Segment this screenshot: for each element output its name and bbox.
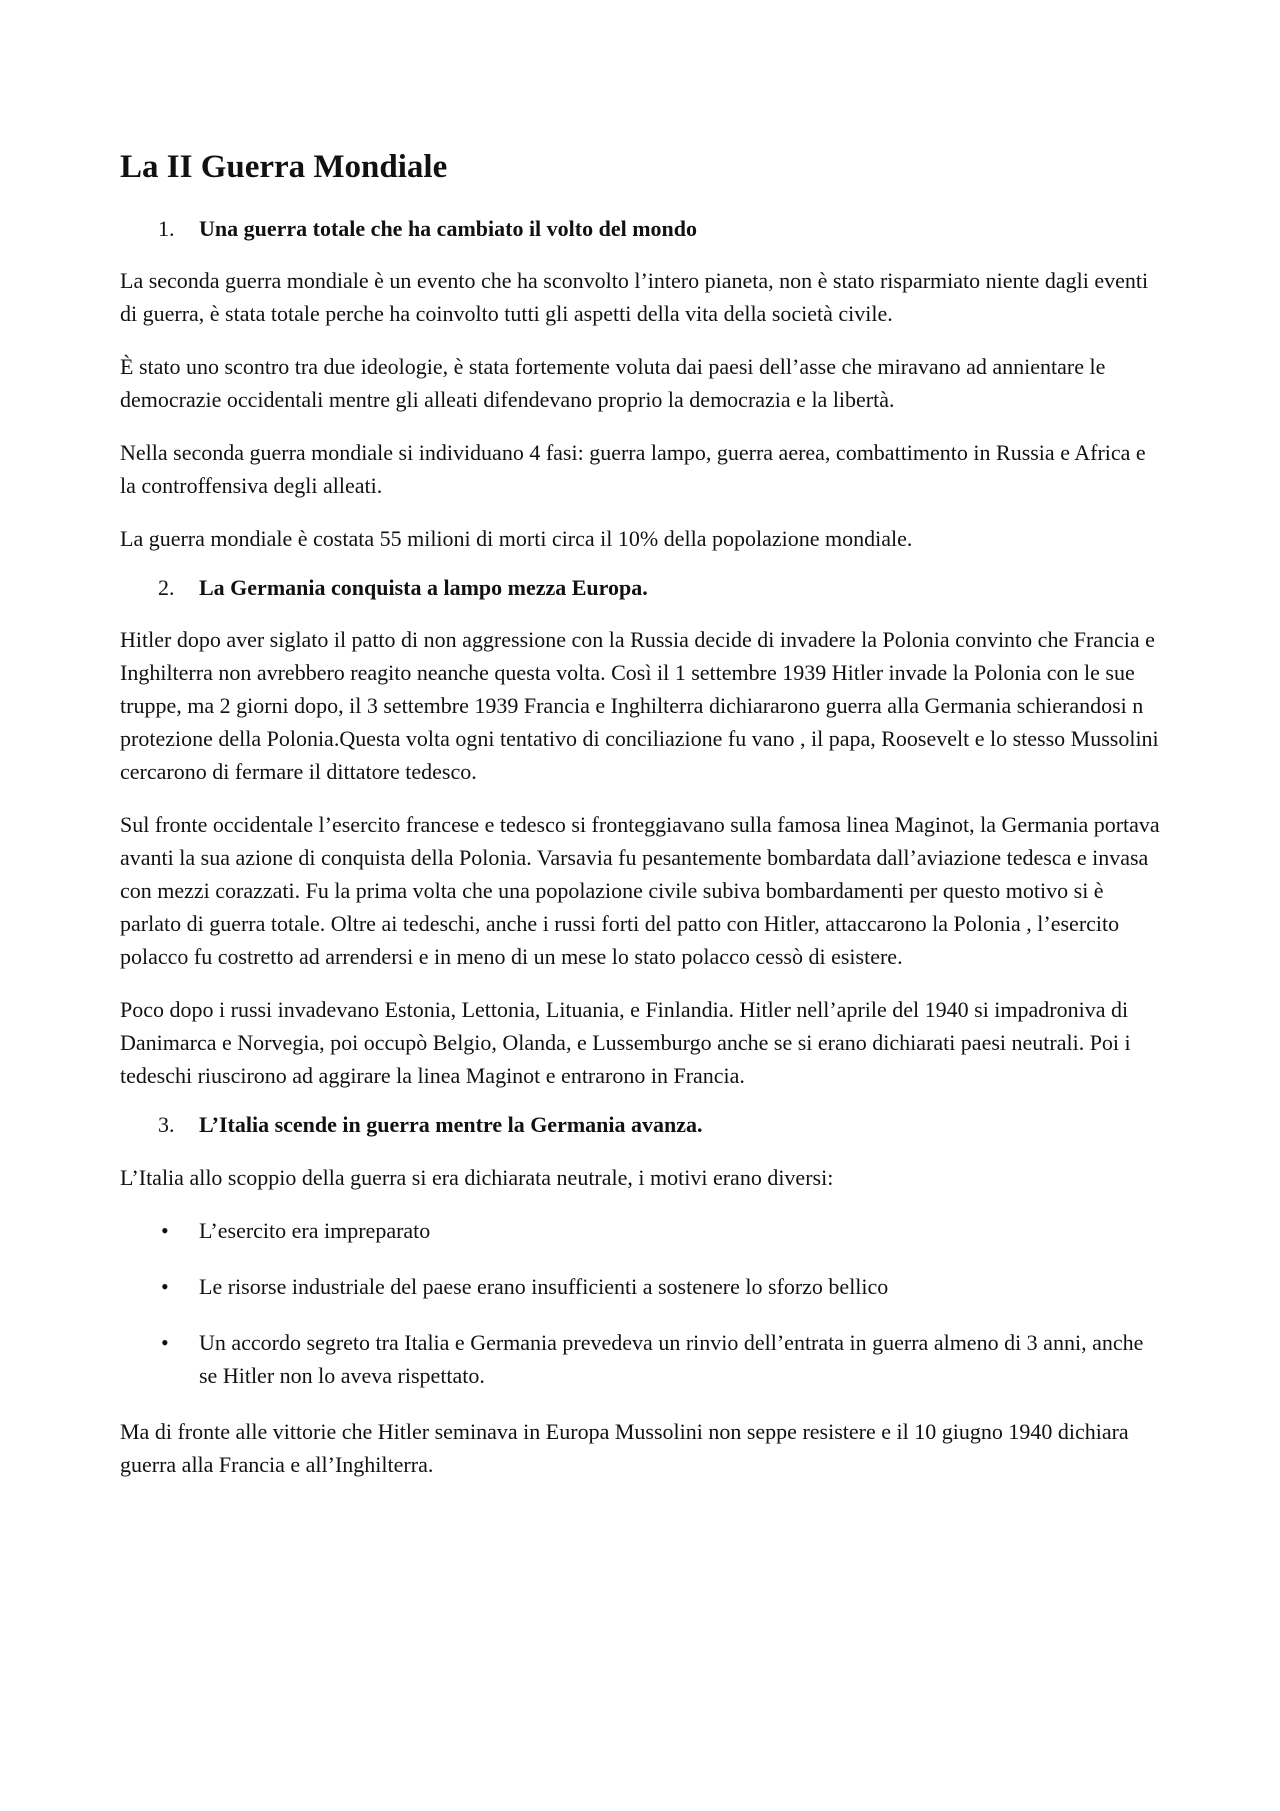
section-number: 2.: [158, 574, 175, 600]
paragraph: Sul fronte occidentale l’esercito francese e tedesco si fronteggiavano sulla famosa linea Maginot, la Germania portava avanti la sua azione di conquista della Polonia. Varsavia fu pesantemente bombardata dall’aviazione tedesca e invasa con mezzi corazzati. Fu la prima volta che una popolazione civile subiva bombardamenti per questo motivo si è parlato di guerra totale. Oltre ai tedeschi, anche i russi forti del patto con Hitler, attaccarono la Polonia , l’esercito polacco fu costretto ad arrendersi e in meno di un mese lo stato polacco cessò di esistere.: [120, 812, 1160, 970]
paragraph: L’Italia allo scoppio della guerra si era dichiarata neutrale, i motivi erano diversi:: [120, 1164, 834, 1190]
section-heading-2: [120, 575, 1160, 601]
list-item: [120, 1326, 1160, 1392]
paragraph: La guerra mondiale è costata 55 milioni di morti circa il 10% della popolazione mondiale.: [120, 525, 913, 551]
paragraph: La seconda guerra mondiale è un evento che ha sconvolto l’intero pianeta, non è stato risparmiato niente dagli eventi di guerra, è stata totale perche ha coinvolto tutti gli aspetti della vita della società civile.: [120, 267, 1149, 326]
paragraph: Ma di fronte alle vittorie che Hitler seminava in Europa Mussolini non seppe resistere e il 10 giugno 1940 dichiara guerra alla Francia e all’Inghilterra.: [120, 1418, 1129, 1477]
section-heading-text: Una guerra totale che ha cambiato il volto del mondo: [199, 215, 698, 241]
paragraph: Hitler dopo aver siglato il patto di non aggressione con la Russia decide di invadere la Polonia convinto che Francia e Inghilterra non avrebbero reagito neanche questa volta. Così il 1 settembre 1939 Hitler invade la Polonia con le sue truppe, ma 2 giorni dopo, il 3 settembre 1939 Francia e Inghilterra dichiararono guerra alla Germania schierandosi n protezione della Polonia.Questa volta ogni tentativo di conciliazione fu vano , il papa, Roosevelt e lo stesso Mussolini cercarono di fermare il dittatore tedesco.: [120, 627, 1159, 785]
list-item: [120, 1214, 1160, 1247]
paragraph: È stato uno scontro tra due ideologie, è stata fortemente voluta dai paesi dell’asse che miravano ad annientare le democrazie occidentali mentre gli alleati difendevano proprio la democrazia e la libertà.: [120, 353, 1106, 412]
section-number: 3.: [158, 1112, 175, 1138]
bullet-icon: •: [161, 1273, 169, 1299]
section-heading-text: La Germania conquista a lampo mezza Europa.: [199, 574, 648, 600]
bullet-list: [120, 1214, 1160, 1392]
list-item: [120, 1270, 1160, 1303]
list-item-text: L’esercito era impreparato: [199, 1217, 431, 1243]
paragraph: Poco dopo i russi invadevano Estonia, Lettonia, Lituania, e Finlandia. Hitler nell’aprile del 1940 si impadroniva di Danimarca e Norvegia, poi occupò Belgio, Olanda, e Lussemburgo anche se si erano dichiarati paesi neutrali. Poi i tedeschi riuscirono ad aggirare la linea Maginot e entrarono in Francia.: [120, 997, 1131, 1089]
document-title: La II Guerra Mondiale: [120, 149, 448, 185]
section-heading-text: L’Italia scende in guerra mentre la Germania avanza.: [199, 1112, 703, 1138]
section-heading-3: [120, 1112, 1160, 1138]
paragraph: Nella seconda guerra mondiale si individuano 4 fasi: guerra lampo, guerra aerea, combattimento in Russia e Africa e la controffensiva degli alleati.: [120, 439, 1146, 498]
list-item-text: Le risorse industriale del paese erano insufficienti a sostenere lo sforzo bellico: [199, 1273, 889, 1299]
section-number: 1.: [158, 215, 175, 241]
list-item-text: Un accordo segreto tra Italia e Germania prevedeva un rinvio dell’entrata in guerra almeno di 3 anni, anche se Hitler non lo aveva rispettato.: [199, 1329, 1144, 1388]
bullet-icon: •: [161, 1217, 169, 1243]
section-heading-1: [120, 216, 1160, 242]
bullet-icon: •: [161, 1329, 169, 1355]
